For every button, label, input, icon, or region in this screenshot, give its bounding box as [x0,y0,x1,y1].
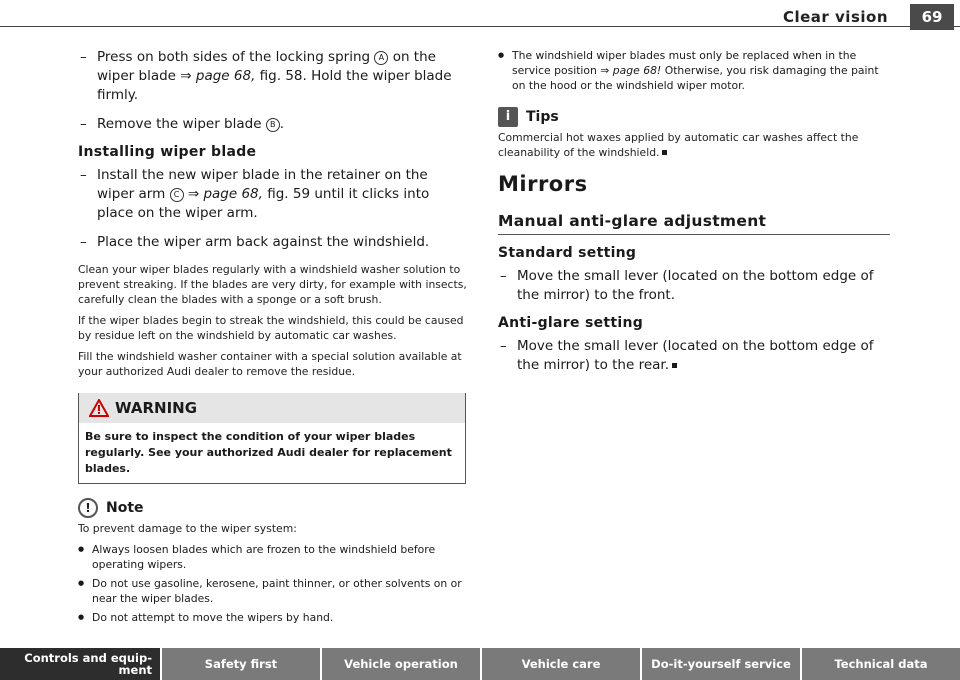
installing-heading: Installing wiper blade [78,144,257,160]
note-exclamation-icon: ! [78,498,98,518]
right-column [498,48,890,385]
warning-box [78,393,466,484]
tips-text: Commercial hot waxes applied by automatic car washes affect the cleanability of the windshield. [498,131,859,159]
standard-setting-heading: Standard setting [498,245,637,261]
page-number: 69 [910,4,954,30]
antiglare-step: – Move the small lever (located on the bottom edge of the mirror) to the rear. [498,337,890,375]
paragraph-cleaning: Clean your wiper blades regularly with a windshield washer solution to prevent streaking. If the blades are very dirty, for example with insects, carefully clean the blades with a sponge or a soft brush. [78,263,467,306]
circle-label-a: A [374,51,388,65]
paragraph-washer: Fill the windshield washer container with a special solution available at your authorized Audi dealer to remove the residue. [78,350,462,378]
service-position-bullet: ● The windshield wiper blades must only be replaced when in the service position ⇒ page 68! Otherwise, you risk damaging the paint on the hood or the windshield wiper motor. [498,48,890,93]
tips-title: Tips [526,109,559,125]
step-remove-blade: – Remove the wiper blade B . [78,115,468,134]
step-place-arm: – Place the wiper arm back against the windshield. [78,233,468,252]
step-install-blade: – Install the new wiper blade in the retainer on the wiper arm C ⇒ page 68, fig. 59 until it clicks into place on the wiper arm. [78,166,468,223]
note-intro: To prevent damage to the wiper system: [78,522,297,535]
manual-antiglare-heading: Manual anti-glare adjustment [498,212,890,235]
page-ref-link[interactable]: page 68! [612,64,662,77]
page-ref-link[interactable]: page 68, [203,186,263,202]
note-header [78,498,468,518]
end-mark [662,150,667,155]
page-ref-link[interactable]: page 68, [195,68,256,84]
tips-header [498,107,890,127]
left-column [78,48,468,629]
note-item: ● Always loosen blades which are frozen to the windshield before operating wipers. [78,542,468,572]
info-icon: i [498,107,518,127]
warning-triangle-icon [89,399,109,417]
footer-tab-diy[interactable]: Do-it-yourself service [642,648,802,680]
circle-label-c: C [170,188,184,202]
header-rule [0,26,960,27]
note-title: Note [106,500,144,516]
warning-title: WARNING [115,399,198,417]
mirrors-heading: Mirrors [498,172,588,196]
footer-tab-controls[interactable]: Controls and equip- ment [0,648,162,680]
footer-tab-care[interactable]: Vehicle care [482,648,642,680]
note-item: ● Do not attempt to move the wipers by hand. [78,610,468,625]
warning-text: Be sure to inspect the condition of your wiper blades regularly. See your authorized Audi dealer for replacement blades. [85,430,452,475]
paragraph-streaking: If the wiper blades begin to streak the windshield, this could be caused by residue left on the windshield by automatic car washes. [78,314,464,342]
footer-tab-safety[interactable]: Safety first [162,648,322,680]
footer-nav [0,648,960,680]
footer-tab-operation[interactable]: Vehicle operation [322,648,482,680]
standard-step: – Move the small lever (located on the bottom edge of the mirror) to the front. [498,267,890,305]
antiglare-setting-heading: Anti-glare setting [498,315,644,331]
section-title: Clear vision [782,8,888,26]
step-press-locking-spring: – Press on both sides of the locking spring A on the wiper blade ⇒ page 68, fig. 58. Hold the wiper blade firmly. [78,48,468,105]
circle-label-b: B [266,118,280,132]
warning-header [79,393,465,423]
footer-tab-technical[interactable]: Technical data [802,648,960,680]
note-item: ● Do not use gasoline, kerosene, paint thinner, or other solvents on or near the wiper blades. [78,576,468,606]
end-mark [672,363,677,368]
